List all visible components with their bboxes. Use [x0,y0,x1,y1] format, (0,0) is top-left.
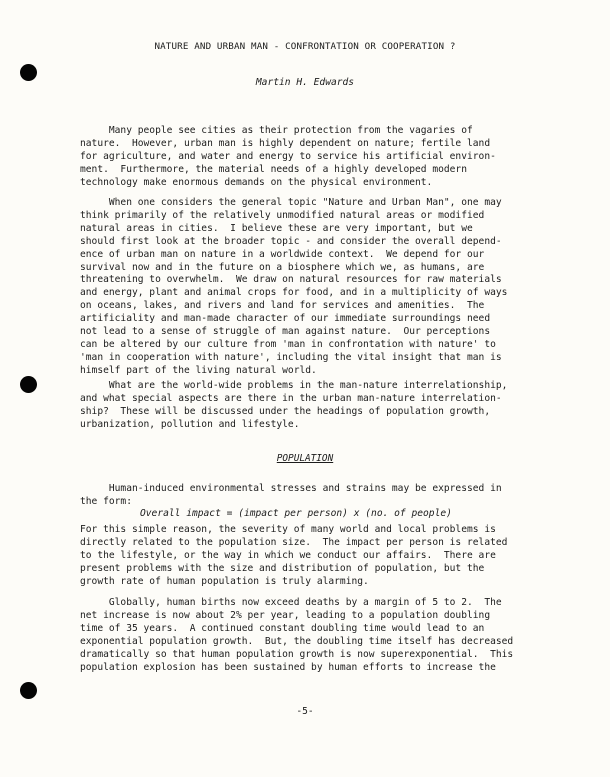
document-title: NATURE AND URBAN MAN - CONFRONTATION OR COOPERATION ? [154,41,456,52]
punch-hole-middle [20,376,37,393]
punch-hole-bottom [20,682,37,699]
paragraph-2: When one considers the general topic "Nature and Urban Man", one may think primarily of the relatively unmodified natural areas or modified natural areas in cities. I believe these are very important, but we should first look at the broader topic - and consider the overall depend- ence of urban man on nature in a worldwide context. We depend for our survival now and in the future on a biosphere which we, as humans, are threatening to overwhelm. We draw on natural resources for raw materials and energy, plant and animal crops for food, and in a multiplicity of ways on oceans, lakes, and rivers and land for services and amenities. The artificiality and man-made character of our immediate surroundings need not lead to a sense of struggle of man against nature. Our perceptions can be altered by our culture from 'man in confrontation with nature' to 'man in cooperation with nature', including the vital insight that man is himself part of the living natural world. [80,197,508,376]
section-intro: Human-induced environmental stresses and strains may be expressed in the form: [80,483,502,507]
paragraph-3: What are the world-wide problems in the man-nature interrelationship, and what special aspects are there in the urban man-nature interrelation- ship? These will be discussed under the headings of population growth, urbanization, pollution and lifestyle. [80,380,508,430]
paragraph-5: Globally, human births now exceed deaths by a margin of 5 to 2. The net increase is now about 2% per year, leading to a population doubling time of 35 years. A continued constant doubling time would lead to an exponential population growth. But, the doubling time itself has decreased dramatically so that human population growth is now superexponential. This population explosion has been sustained by human efforts to increase the [80,597,514,673]
document-author: Martin H. Edwards [255,77,355,88]
page-number: -5- [296,706,314,717]
section-heading: POPULATION [276,453,334,464]
paragraph-4: For this simple reason, the severity of many world and local problems is directly related to the population size. The impact per person is related to the lifestyle, or the way in which we conduct our affairs. There are present problems with the size and distribution of population, but the growth rate of human population is truly alarming. [80,524,508,587]
impact-formula: Overall impact = (impact per person) x (no. of people) [140,508,452,519]
paragraph-1: Many people see cities as their protection from the vagaries of nature. However, urban man is highly dependent on nature; fertile land for agriculture, and water and energy to service his artificial environ- ment. Furthermore, the material needs of a highly developed modern technology make enormous demands on the physical environment. [80,125,496,188]
